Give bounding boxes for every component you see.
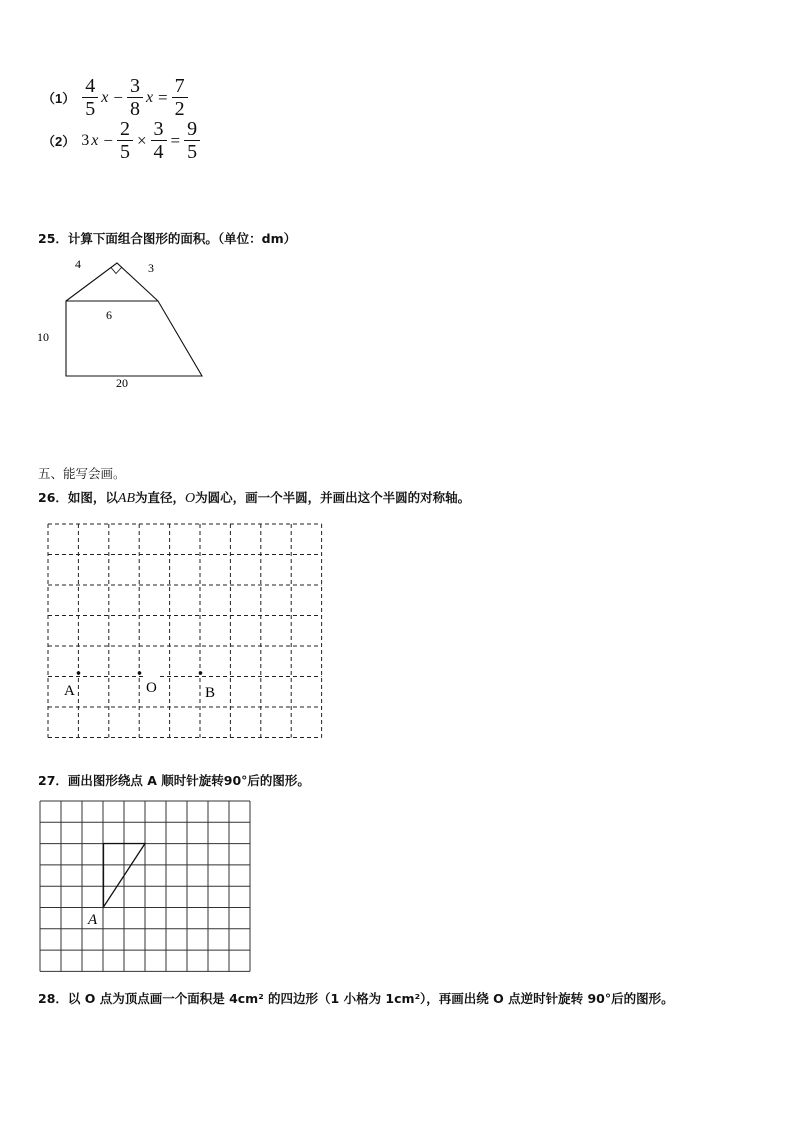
fraction: $\frac{7}{2}$ (173, 76, 187, 119)
label-point-a: A (64, 683, 75, 699)
dashed-grid-26 (40, 518, 330, 743)
fraction: $\frac{2}{5}$ (118, 119, 132, 162)
fraction: $\frac{3}{4}$ (152, 119, 166, 162)
label-point-b: B (205, 685, 216, 701)
point-a-dot (77, 671, 81, 675)
trapezoid-outline (66, 301, 202, 376)
operator: − (113, 87, 123, 107)
section-5-title: 五、能写会画。 (38, 466, 126, 481)
point-o-dot (138, 671, 142, 675)
label-top-width: 6 (106, 308, 112, 322)
question-28-title: 28．以 O 点为顶点画一个面积是 4cm² 的四边形（1 小格为 1cm²），再画出绕 O 点逆时针旋转 90°后的图形。 (38, 991, 674, 1006)
variable: x (145, 88, 154, 106)
label-point-o: O (146, 680, 157, 696)
label-left-leg: 4 (75, 257, 81, 271)
fraction: $\frac{4}{5}$ (83, 76, 97, 119)
label-bottom: 20 (116, 376, 128, 390)
label-point-a-27: A (88, 912, 98, 928)
grid-27 (36, 798, 260, 978)
equation-1 (42, 76, 189, 119)
question-27-title: 27．画出图形绕点 A 顺时针旋转90°后的图形。 (38, 773, 310, 788)
fraction: $\frac{3}{8}$ (128, 76, 142, 119)
operator: − (103, 130, 113, 150)
equation-label: （1） (42, 91, 76, 106)
operator: × (136, 130, 147, 150)
question-26-title: 26．如图，以AB为直径，O为圆心，画一个半圆，并画出这个半圆的对称轴。 (38, 490, 471, 506)
equation-2 (42, 119, 201, 162)
right-angle-marker (111, 267, 122, 274)
label-height: 10 (37, 330, 49, 344)
question-25-title: 25．计算下面组合图形的面积。（单位：dm） (38, 231, 297, 246)
fraction: $\frac{9}{5}$ (185, 119, 199, 162)
operator: = (170, 130, 181, 150)
label-right-leg: 3 (148, 261, 154, 275)
coefficient: 3 (81, 131, 90, 149)
operator: = (158, 87, 168, 107)
variable: x (91, 131, 99, 149)
variable: x (101, 88, 109, 106)
equation-label: （2） (42, 134, 76, 149)
composite-figure (30, 252, 220, 392)
point-b-dot (199, 671, 203, 675)
